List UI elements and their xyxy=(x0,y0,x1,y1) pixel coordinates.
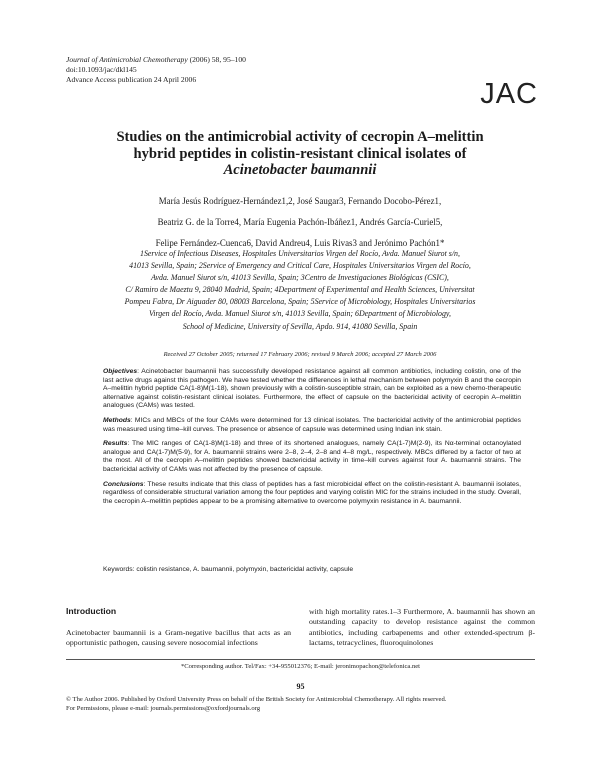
received-dates: Received 27 October 2005; returned 17 February 2006; revised 9 March 2006; accepted 27 March 2006 xyxy=(163,351,437,358)
abstract-conclusions xyxy=(103,481,521,507)
journal-volume-pages: (2006) 58, 95–100 xyxy=(189,55,246,64)
conclusions-label: Conclusions xyxy=(103,480,144,488)
objectives-label: Objectives xyxy=(103,368,138,375)
title-line-3: Acinetobacter baumannii xyxy=(223,162,377,179)
results-label: Results xyxy=(103,440,128,448)
abstract-objectives xyxy=(103,368,521,411)
affiliation-line-3: Avda. Manuel Siurot s/n, 41013 Sevilla, Spain; 3Centro de Investigaciones Biológicas (CSIC), xyxy=(151,273,449,283)
affiliation-line-7: School of Medicine, University of Sevilla, Apdo. 914, 41080 Sevilla, Spain xyxy=(182,321,418,331)
permissions-line: For Permissions, please e-mail: journals.permissions@oxfordjournals.org xyxy=(66,705,261,712)
affiliation-line-6: Virgen del Rocío, Avda. Manuel Siurot s/n, 41013 Sevilla, Spain; 6Department of Microbiology, xyxy=(149,309,451,319)
introduction-left-column: Acinetobacter baumannii is a Gram-negative bacillus that acts as an opportunistic pathogen, causing severe nosocomial infections xyxy=(66,628,291,648)
article-title xyxy=(60,129,540,179)
advance-access-date: Advance Access publication 24 April 2006 xyxy=(66,75,197,84)
keywords: Keywords: colistin resistance, A. baumannii, polymyxin, bactericidal activity, capsule xyxy=(103,566,354,573)
affiliation-line-5: Pompeu Fabra, Dr Aiguader 80, 08003 Barcelona, Spain; 5Service of Microbiology, Hospitales Universitarios xyxy=(124,297,476,307)
footnote-divider xyxy=(66,659,535,660)
journal-name: Journal of Antimicrobial Chemotherapy xyxy=(66,55,188,64)
corresponding-author-footnote: *Corresponding author. Tel/Fax: +34-955012376; E-mail: jeronimopachon@telefonica.net xyxy=(180,663,421,670)
results-text: : The MIC ranges of CA(1-8)M(1-18) and three of its shortened analogues, namely CA(1-7)M(2-9), its Nα-terminal octanoylated analogue and CA(1-7)M(5-9), for A. baumannii strains were 2–8, 2–4, 2–8 and 4–8 mg/L, respectively. MBCs differed by a factor of two at the most. All of the cecropin A–melittin peptides showed bactericidal activity in time–kill curves against four A. baumannii strains. The bactericidal activity of CAMs was not affected by the presence of capsule. xyxy=(103,440,521,473)
title-line-1: Studies on the antimicrobial activity of cecropin A–melittin xyxy=(116,129,484,145)
introduction-heading: Introduction xyxy=(66,606,117,616)
conclusions-text: : These results indicate that this class of peptides has a fast microbicidal effect on the colistin-resistant A. baumannii isolates, regardless of considerable structural variation among the four peptides and varying colistin MIC for the strains included in the study. Overall, the cecropin A–melittin peptides appear to be a promising alternative to overcome polymyxin resistance in A. baumannii. xyxy=(103,480,521,505)
methods-text: : MICs and MBCs of the four CAMs were determined for 13 clinical isolates. The bactericidal activity of the antimicrobial peptides was measured using time–kill curves. The presence or absence of capsule was determined using Indian ink stain. xyxy=(103,416,521,433)
affiliation-line-4: C/ Ramiro de Maeztu 9, 28040 Madrid, Spain; 4Department of Experimental and Health Sciences, Universitat xyxy=(125,285,475,295)
abstract xyxy=(103,368,521,512)
introduction-right-column: with high mortality rates.1–3 Furthermore, A. baumannii has shown an outstanding capacity to develop resistance against the common antibiotics, including carbapenems and other extended-spectrum β-lactams, tetracyclines, fluoroquinolones xyxy=(309,607,535,648)
page-number: 95 xyxy=(296,682,305,691)
journal-citation-line xyxy=(66,55,246,65)
authors-line-1: María Jesús Rodríguez-Hernández1,2, José Saugar3, Fernando Docobo-Pérez1, xyxy=(158,196,442,206)
methods-label: Methods xyxy=(103,416,131,424)
abstract-results xyxy=(103,440,521,474)
jac-logo: JAC xyxy=(480,78,538,110)
abstract-methods xyxy=(103,417,521,434)
authors-line-3: Felipe Fernández-Cuenca6, David Andreu4, Luis Rivas3 and Jerónimo Pachón1* xyxy=(155,238,445,248)
affiliations xyxy=(52,248,548,333)
copyright-line-1: © The Author 2006. Published by Oxford University Press on behalf of the British Society for Antimicrobial Chemotherapy. All rights reserved. xyxy=(66,696,447,703)
authors-line-2: Beatriz G. de la Torre4, María Eugenia Pachón-Ibáñez1, Andrés García-Curiel5, xyxy=(157,217,443,227)
author-list xyxy=(60,191,540,254)
affiliation-line-2: 41013 Sevilla, Spain; 2Service of Emergency and Critical Care, Hospitales Universitarios Virgen del Rocío, xyxy=(129,261,471,271)
title-line-2: hybrid peptides in colistin-resistant clinical isolates of xyxy=(133,145,467,162)
affiliation-line-1: 1Service of Infectious Diseases, Hospitales Universitarios Virgen del Rocío, Avda. Manuel Siurot s/n, xyxy=(140,249,460,258)
copyright-notice xyxy=(66,695,546,713)
doi-link[interactable]: doi:10.1093/jac/dkl145 xyxy=(66,65,137,74)
objectives-text: : Acinetobacter baumannii has successfully developed resistance against all common antibiotics, including colistin, one of the last active drugs against this pathogen. We have tested whether the differences in lethal mechanism between polymyxin B and the cecropin A–melittin hybrid peptide CA(1-8)M(1-18), shown previously with a colistin-susceptible strain, can be exploited as a new chemo-therapeutic alternative against colistin-resistant clinical isolates. Furthermore, the effect of capsule on the bactericidal activity of cecropin A–melittin analogues (CAMs) was tested. xyxy=(103,368,521,410)
